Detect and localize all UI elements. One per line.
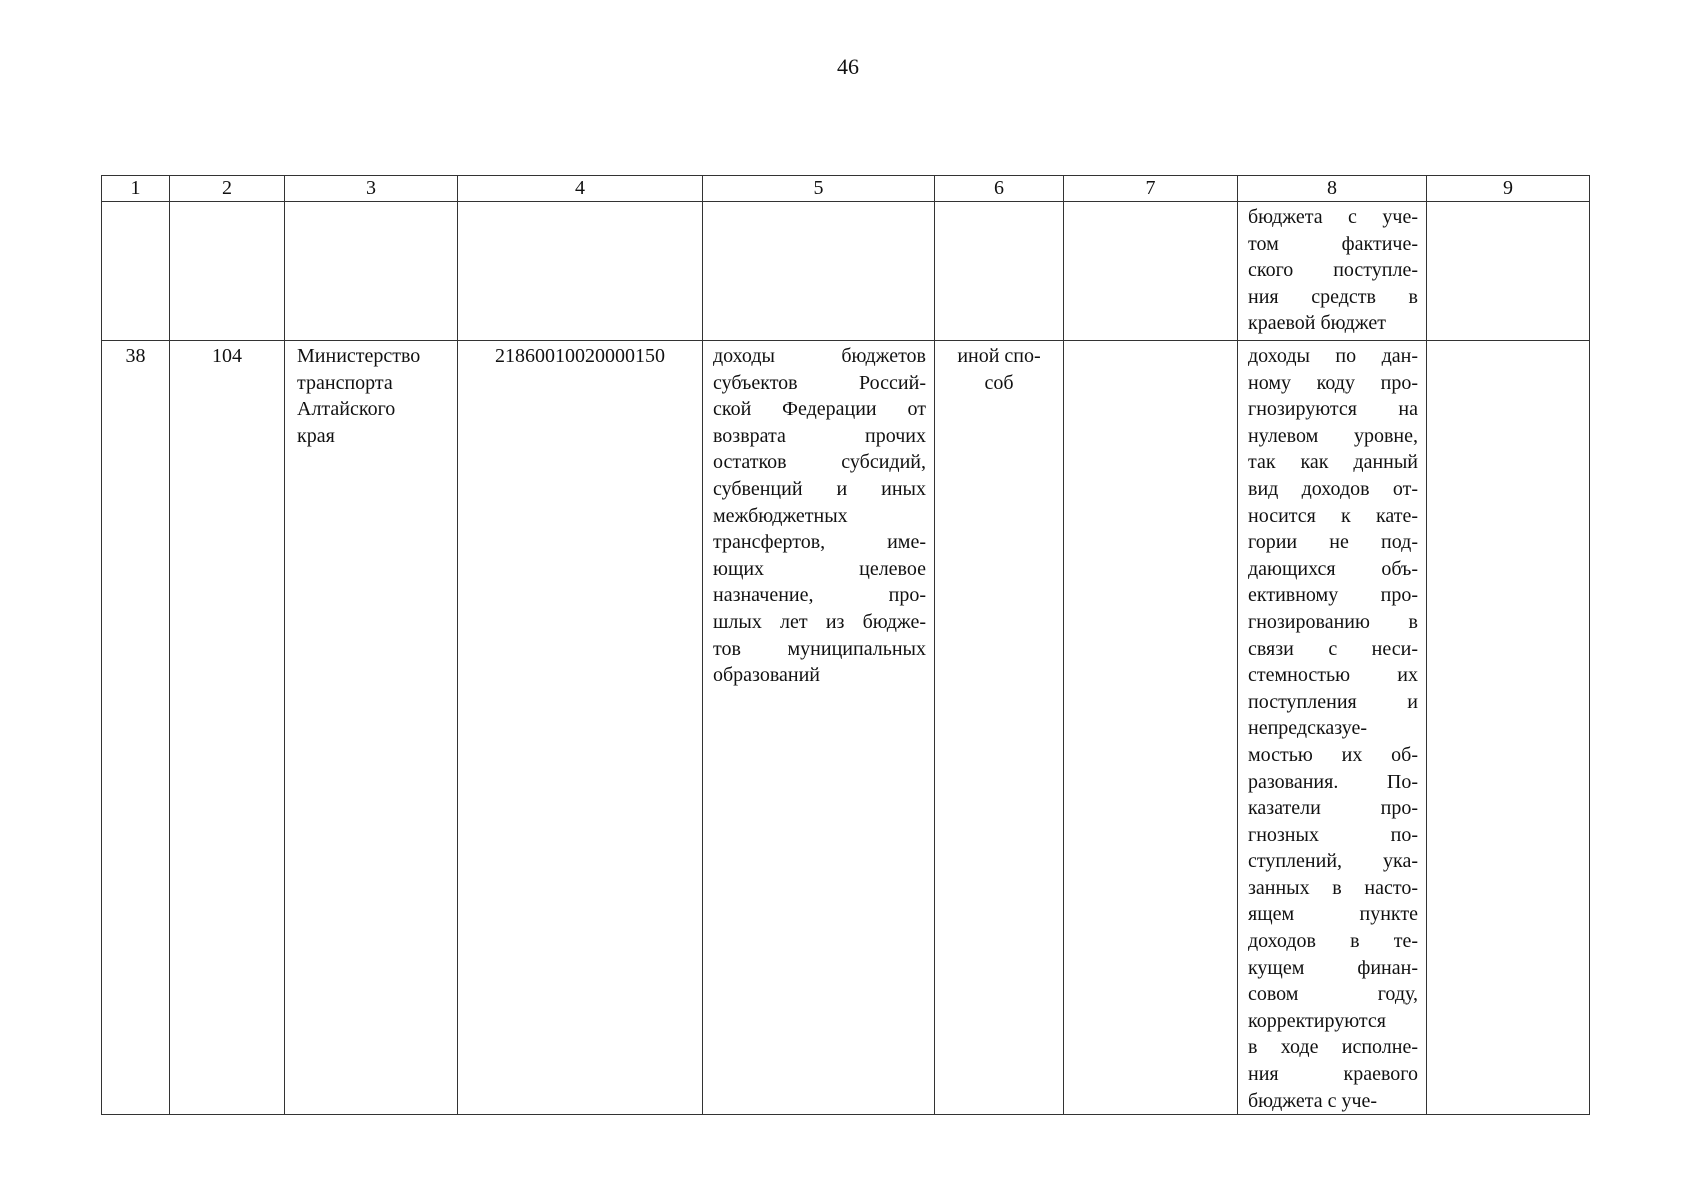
text-line: шлых лет из бюдже- [713,610,926,633]
text-line: казатели про- [1248,797,1418,820]
text-line: транспорта [297,371,393,394]
text-line: гории не под- [1248,531,1418,554]
text-line: ному коду про- [1248,371,1418,394]
text-line: субвенций и иных [713,477,926,500]
page-number: 46 [837,54,859,79]
text-line: связи с неси- [1248,637,1418,660]
cont-cell-8 [1238,202,1427,341]
formula-cell [1064,341,1238,1115]
header-cell-3: 3 [285,176,458,202]
cont-cell-6 [935,202,1064,341]
row-number-cell: 38 [102,341,170,1115]
revenue-table [101,175,1590,1115]
text-line: бюджета с уче- [1248,1089,1378,1112]
text-line: Алтайского [297,398,396,421]
cont-col8-text [1248,204,1418,337]
text-line: ективному про- [1248,584,1418,607]
administrator-text [297,343,449,449]
text-line: образований [713,664,821,687]
continuation-row [102,202,1590,341]
revenue-name-cell [703,341,935,1115]
header-cell-5: 5 [703,176,935,202]
text-line: совом году, [1248,983,1418,1006]
text-line: поступления и [1248,690,1418,713]
text-line: гнозных по- [1248,823,1418,846]
algorithm-cell [1238,341,1427,1115]
text-line: непредсказуе- [1248,717,1367,740]
cont-cell-9 [1427,202,1590,341]
text-line: субъектов Россий- [713,371,926,394]
text-line: тов муниципальных [713,637,926,660]
text-line: края [297,424,335,447]
text-line: ступлений, ука- [1248,850,1418,873]
text-line: носится к кате- [1248,504,1418,527]
text-line: корректируются [1248,1009,1386,1032]
cont-cell-5 [703,202,935,341]
text-line: вид доходов от- [1248,477,1418,500]
text-line: доходы бюджетов [713,345,926,367]
table-row [102,341,1590,1115]
text-line: возврата прочих [713,424,926,447]
text-line: ния краевого [1248,1063,1418,1086]
header-cell-6: 6 [935,176,1064,202]
text-line: ния средств в [1248,285,1418,308]
text-line: ющих целевое [713,557,926,580]
text-line: стемностью их [1248,664,1418,687]
text-line: трансфертов, име- [713,531,926,554]
text-line: разования. По- [1248,770,1418,793]
text-line: кущем финан- [1248,956,1418,979]
text-line: межбюджетных [713,504,848,527]
text-line: бюджета с уче- [1248,206,1418,228]
cont-cell-3 [285,202,458,341]
notes-cell [1427,341,1590,1115]
text-line: дающихся объ- [1248,557,1418,580]
text-line: нулевом уровне, [1248,424,1418,447]
text-line: ской Федерации от [713,398,926,421]
method-text [935,343,1063,396]
text-line: в ходе исполне- [1248,1036,1418,1059]
header-row [102,176,1590,202]
text-line: занных в насто- [1248,876,1418,899]
cont-cell-2 [170,202,285,341]
header-cell-9: 9 [1427,176,1590,202]
text-line: доходы по дан- [1248,345,1418,367]
header-cell-7: 7 [1064,176,1238,202]
row-code-cell: 104 [170,341,285,1115]
text-line: гнозируются на [1248,398,1418,421]
administrator-cell [285,341,458,1115]
cont-cell-1 [102,202,170,341]
text-line: доходов в те- [1248,930,1418,953]
text-line: мостью их об- [1248,743,1418,766]
header-cell-4: 4 [458,176,703,202]
text-line: Министерство [297,345,421,367]
revenue-name-text [713,343,926,689]
text-line: иной спо- [957,345,1041,367]
text-line: ского поступле- [1248,259,1418,282]
header-cell-8: 8 [1238,176,1427,202]
cont-cell-4 [458,202,703,341]
text-line: так как данный [1248,451,1418,474]
algorithm-text [1248,343,1418,1114]
cont-cell-7 [1064,202,1238,341]
text-line: краевой бюджет [1248,312,1386,335]
kbk-code-cell: 21860010020000150 [458,341,703,1115]
header-cell-1: 1 [102,176,170,202]
text-line: гнозированию в [1248,610,1418,633]
header-cell-2: 2 [170,176,285,202]
text-line: соб [984,371,1014,394]
text-line: ящем пункте [1248,903,1418,926]
method-cell [935,341,1064,1115]
text-line: том фактиче- [1248,232,1418,255]
text-line: остатков субсидий, [713,451,926,474]
text-line: назначение, про- [713,584,926,607]
